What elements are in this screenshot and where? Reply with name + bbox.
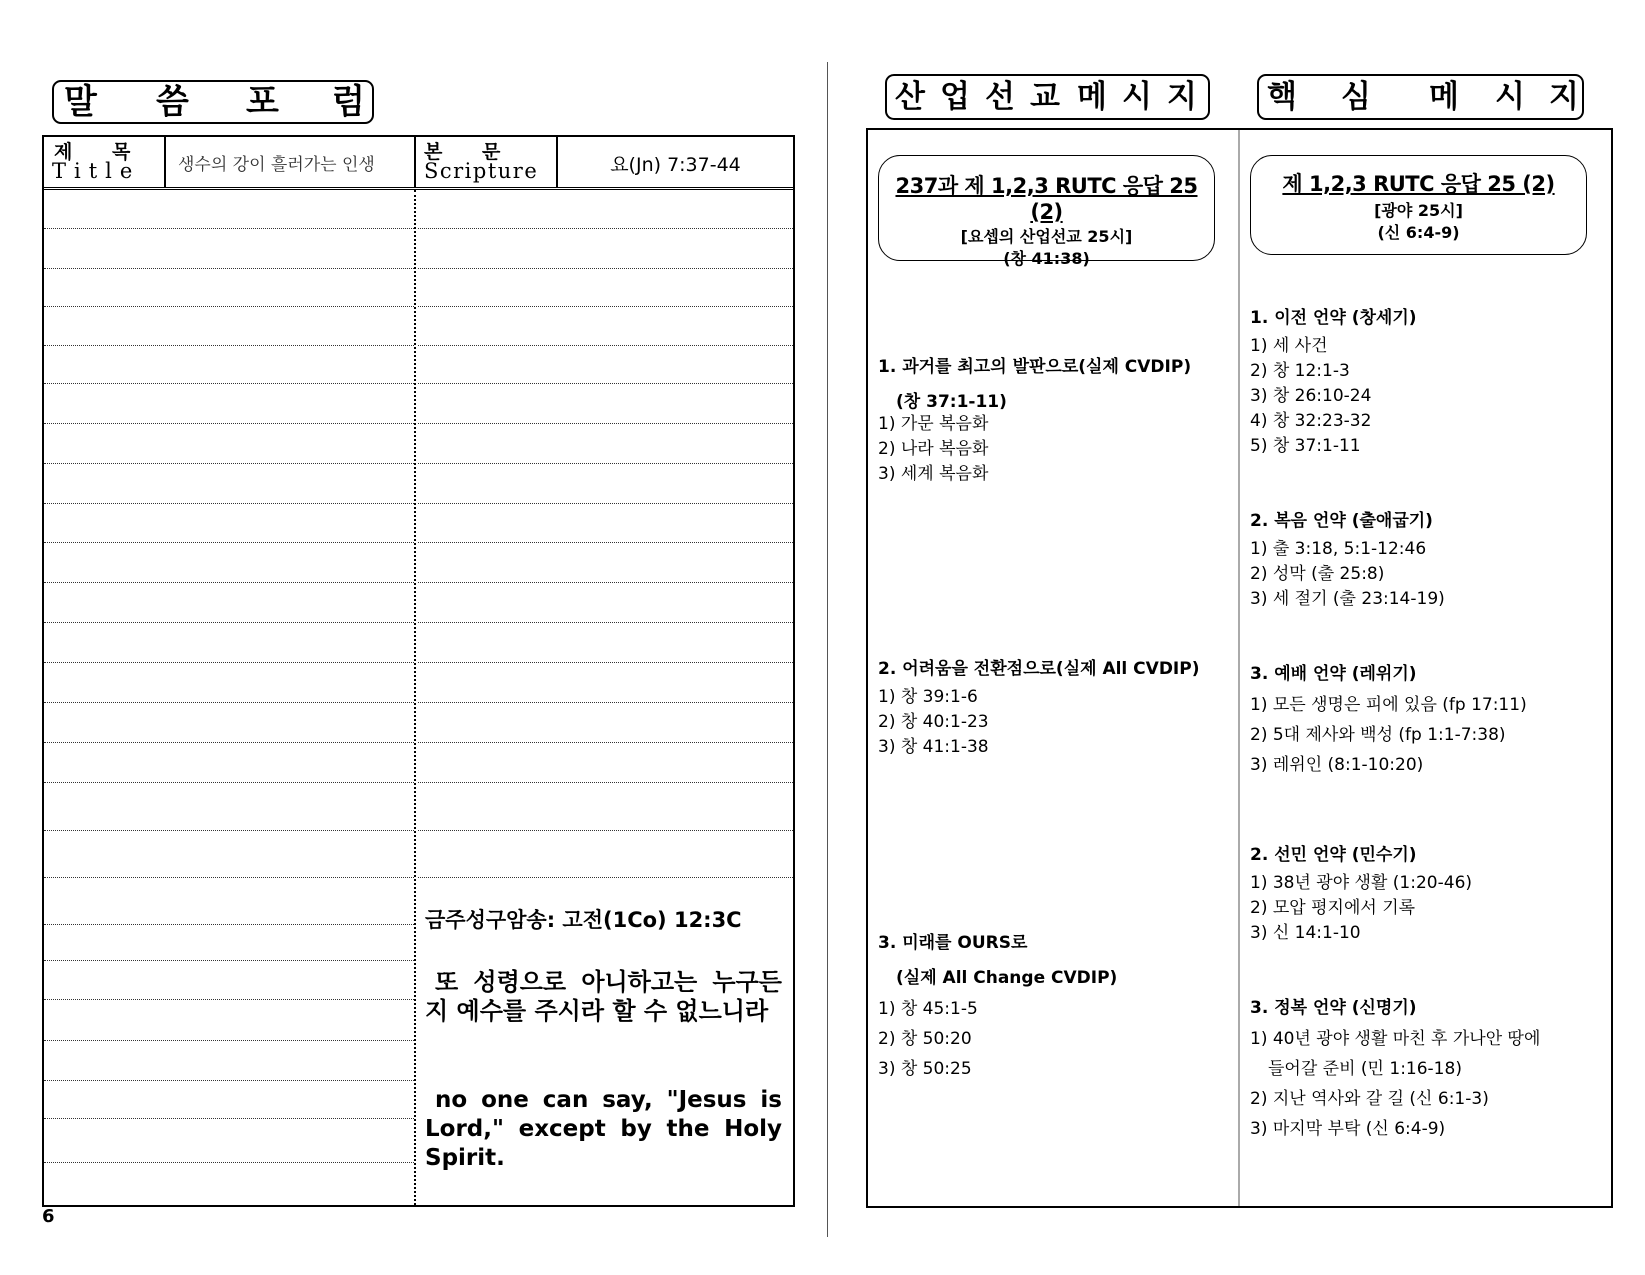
note-line bbox=[44, 924, 414, 925]
section-heading: 3. 예배 언약 (레위기) bbox=[1250, 664, 1417, 684]
scripture-label-en: Scripture bbox=[424, 159, 539, 183]
core-section-1 bbox=[1250, 303, 1605, 459]
note-line bbox=[418, 742, 793, 743]
note-line bbox=[44, 1118, 414, 1119]
list-item: 1) 40년 광야 생활 마친 후 가나안 땅에 bbox=[1250, 1029, 1541, 1049]
forum-title-badge bbox=[52, 80, 374, 124]
badge-char: 심 bbox=[1341, 79, 1371, 115]
list-item: 2) 지난 역사와 갈 길 (신 6:1-3) bbox=[1250, 1089, 1489, 1109]
core-section-3 bbox=[1250, 659, 1605, 780]
note-line bbox=[44, 782, 414, 783]
badge-char: 지 bbox=[1167, 79, 1197, 115]
badge-char: 메 bbox=[1429, 79, 1459, 115]
forum-char: 말 bbox=[64, 82, 97, 122]
list-item: 3) 창 26:10-24 bbox=[1250, 386, 1372, 406]
mission-section-1 bbox=[878, 352, 1228, 487]
mission-section-2 bbox=[878, 654, 1233, 760]
badge-char: 교 bbox=[1030, 79, 1060, 115]
title-label-en: Title bbox=[52, 159, 141, 183]
note-line bbox=[418, 463, 793, 464]
note-line bbox=[44, 830, 414, 831]
note-line bbox=[418, 423, 793, 424]
forum-char: 럼 bbox=[332, 82, 365, 122]
core-section-4 bbox=[1250, 840, 1605, 946]
badge-char: 시 bbox=[1122, 79, 1152, 115]
list-item: 2) 성막 (출 25:8) bbox=[1250, 564, 1385, 584]
section-heading: 3. 정복 언약 (신명기) bbox=[1250, 998, 1417, 1018]
list-item: 3) 레위인 (8:1-10:20) bbox=[1250, 755, 1424, 775]
badge-char: 산 bbox=[895, 79, 925, 115]
list-item: 3) 창 41:1-38 bbox=[878, 737, 989, 757]
scripture-value-cell bbox=[558, 137, 793, 188]
note-line bbox=[44, 268, 414, 269]
section-heading: 3. 미래를 OURS로 bbox=[878, 933, 1028, 953]
message-column-divider bbox=[1238, 130, 1240, 1206]
note-line bbox=[418, 782, 793, 783]
core-subtitle: [광야 25시] bbox=[1374, 201, 1463, 220]
lesson-subtitle: [요셉의 산업선교 25시] bbox=[960, 227, 1133, 246]
list-item: 2) 모압 평지에서 기록 bbox=[1250, 898, 1416, 918]
lesson-reference: (창 41:38) bbox=[1003, 249, 1090, 268]
note-line bbox=[418, 268, 793, 269]
note-line bbox=[418, 383, 793, 384]
core-section-2 bbox=[1250, 506, 1605, 612]
list-item: 3) 세계 복음화 bbox=[878, 464, 989, 484]
list-item: 1) 창 39:1-6 bbox=[878, 687, 978, 707]
page-spine bbox=[827, 62, 828, 1237]
note-line bbox=[44, 1080, 414, 1081]
note-line bbox=[418, 306, 793, 307]
note-line bbox=[418, 582, 793, 583]
note-line bbox=[44, 1162, 414, 1163]
memory-verse-english: no one can say, "Jesus is Lord," except by the Holy Spirit. bbox=[425, 1087, 782, 1171]
list-item: 5) 창 37:1-11 bbox=[1250, 436, 1361, 456]
note-line bbox=[418, 503, 793, 504]
note-line bbox=[418, 345, 793, 346]
scripture-label bbox=[416, 137, 558, 188]
note-line bbox=[44, 463, 414, 464]
badge-char: 메 bbox=[1077, 79, 1107, 115]
note-line bbox=[44, 542, 414, 543]
badge-char: 시 bbox=[1495, 79, 1525, 115]
note-line bbox=[418, 877, 793, 878]
section-heading: 1. 이전 언약 (창세기) bbox=[1250, 308, 1417, 328]
note-line bbox=[418, 622, 793, 623]
title-value: 생수의 강이 흘러가는 인생 bbox=[178, 155, 375, 175]
note-line bbox=[44, 742, 414, 743]
note-line bbox=[418, 662, 793, 663]
sermon-header bbox=[42, 135, 795, 190]
list-item: 1) 38년 광야 생활 (1:20-46) bbox=[1250, 873, 1473, 893]
section-heading: 1. 과거를 최고의 발판으로(실제 CVDIP) bbox=[878, 357, 1192, 377]
note-line bbox=[418, 542, 793, 543]
notes-column-divider bbox=[414, 190, 416, 1205]
list-item: 2) 나라 복음화 bbox=[878, 439, 989, 459]
list-item: 1) 출 3:18, 5:1-12:46 bbox=[1250, 539, 1427, 559]
industrial-mission-badge bbox=[885, 74, 1210, 120]
core-reference: (신 6:4-9) bbox=[1377, 223, 1460, 242]
section-heading: 2. 복음 언약 (출애굽기) bbox=[1250, 511, 1433, 531]
list-item: 2) 창 12:1-3 bbox=[1250, 361, 1350, 381]
forum-char: 포 bbox=[246, 82, 279, 122]
note-line bbox=[44, 306, 414, 307]
note-line bbox=[44, 702, 414, 703]
list-item: 2) 5대 제사와 백성 (fp 1:1-7:38) bbox=[1250, 725, 1506, 745]
title-label bbox=[44, 137, 166, 188]
title-label-ko: 제 목 bbox=[54, 141, 131, 163]
note-line bbox=[44, 383, 414, 384]
list-item: 3) 창 50:25 bbox=[878, 1059, 972, 1079]
note-line bbox=[418, 228, 793, 229]
list-item: 1) 모든 생명은 피에 있음 (fp 17:11) bbox=[1250, 695, 1527, 715]
list-item: 1) 가문 복음화 bbox=[878, 414, 989, 434]
note-line bbox=[44, 662, 414, 663]
note-line bbox=[44, 877, 414, 878]
scripture-value: 요(Jn) 7:37-44 bbox=[610, 154, 741, 176]
list-item: 1) 세 사건 bbox=[1250, 336, 1328, 356]
badge-char: 지 bbox=[1549, 79, 1579, 115]
note-line bbox=[44, 228, 414, 229]
note-line bbox=[44, 345, 414, 346]
lesson-title: 237과 제 1,2,3 RUTC 응답 25 (2) bbox=[895, 174, 1198, 224]
memory-verse-korean: 또 성령으로 아니하고는 누구든지 예수를 주시라 할 수 없느니라 bbox=[425, 968, 782, 1025]
notes-box bbox=[42, 135, 795, 1207]
core-message-badge bbox=[1257, 74, 1584, 120]
section-subheading: (실제 All Change CVDIP) bbox=[896, 968, 1118, 988]
section-subheading: (창 37:1-11) bbox=[896, 392, 1007, 412]
list-item: 3) 신 14:1-10 bbox=[1250, 923, 1361, 943]
list-item: 2) 창 50:20 bbox=[878, 1029, 972, 1049]
title-value-cell bbox=[166, 137, 416, 188]
memory-verse-heading: 금주성구암송: 고전(1Co) 12:3C bbox=[425, 908, 742, 932]
badge-char: 선 bbox=[985, 79, 1015, 115]
note-line bbox=[44, 1040, 414, 1041]
scripture-label-ko: 본 문 bbox=[424, 141, 501, 163]
core-title: 제 1,2,3 RUTC 응답 25 (2) bbox=[1282, 172, 1555, 196]
note-line bbox=[44, 999, 414, 1000]
note-line bbox=[418, 830, 793, 831]
note-line bbox=[44, 622, 414, 623]
core-section-5 bbox=[1250, 993, 1605, 1144]
core-title-card bbox=[1250, 155, 1587, 255]
list-item: 3) 세 절기 (출 23:14-19) bbox=[1250, 589, 1445, 609]
note-line bbox=[44, 960, 414, 961]
list-item: 3) 마지막 부탁 (신 6:4-9) bbox=[1250, 1119, 1446, 1139]
note-line bbox=[44, 582, 414, 583]
list-item: 4) 창 32:23-32 bbox=[1250, 411, 1372, 431]
section-heading: 2. 어려움을 전환점으로(실제 All CVDIP) bbox=[878, 659, 1200, 679]
forum-char: 씀 bbox=[156, 82, 189, 122]
lesson-title-card bbox=[878, 155, 1215, 268]
section-heading: 2. 선민 언약 (민수기) bbox=[1250, 845, 1417, 865]
note-line bbox=[44, 423, 414, 424]
list-item-continued: 들어갈 준비 (민 1:16-18) bbox=[1268, 1059, 1462, 1079]
note-line bbox=[418, 702, 793, 703]
list-item: 1) 창 45:1-5 bbox=[878, 999, 978, 1019]
page-number: 6 bbox=[42, 1206, 55, 1227]
note-line bbox=[44, 503, 414, 504]
mission-section-3 bbox=[878, 928, 1228, 1084]
list-item: 2) 창 40:1-23 bbox=[878, 712, 989, 732]
badge-char: 업 bbox=[940, 79, 970, 115]
badge-char: 핵 bbox=[1267, 79, 1297, 115]
